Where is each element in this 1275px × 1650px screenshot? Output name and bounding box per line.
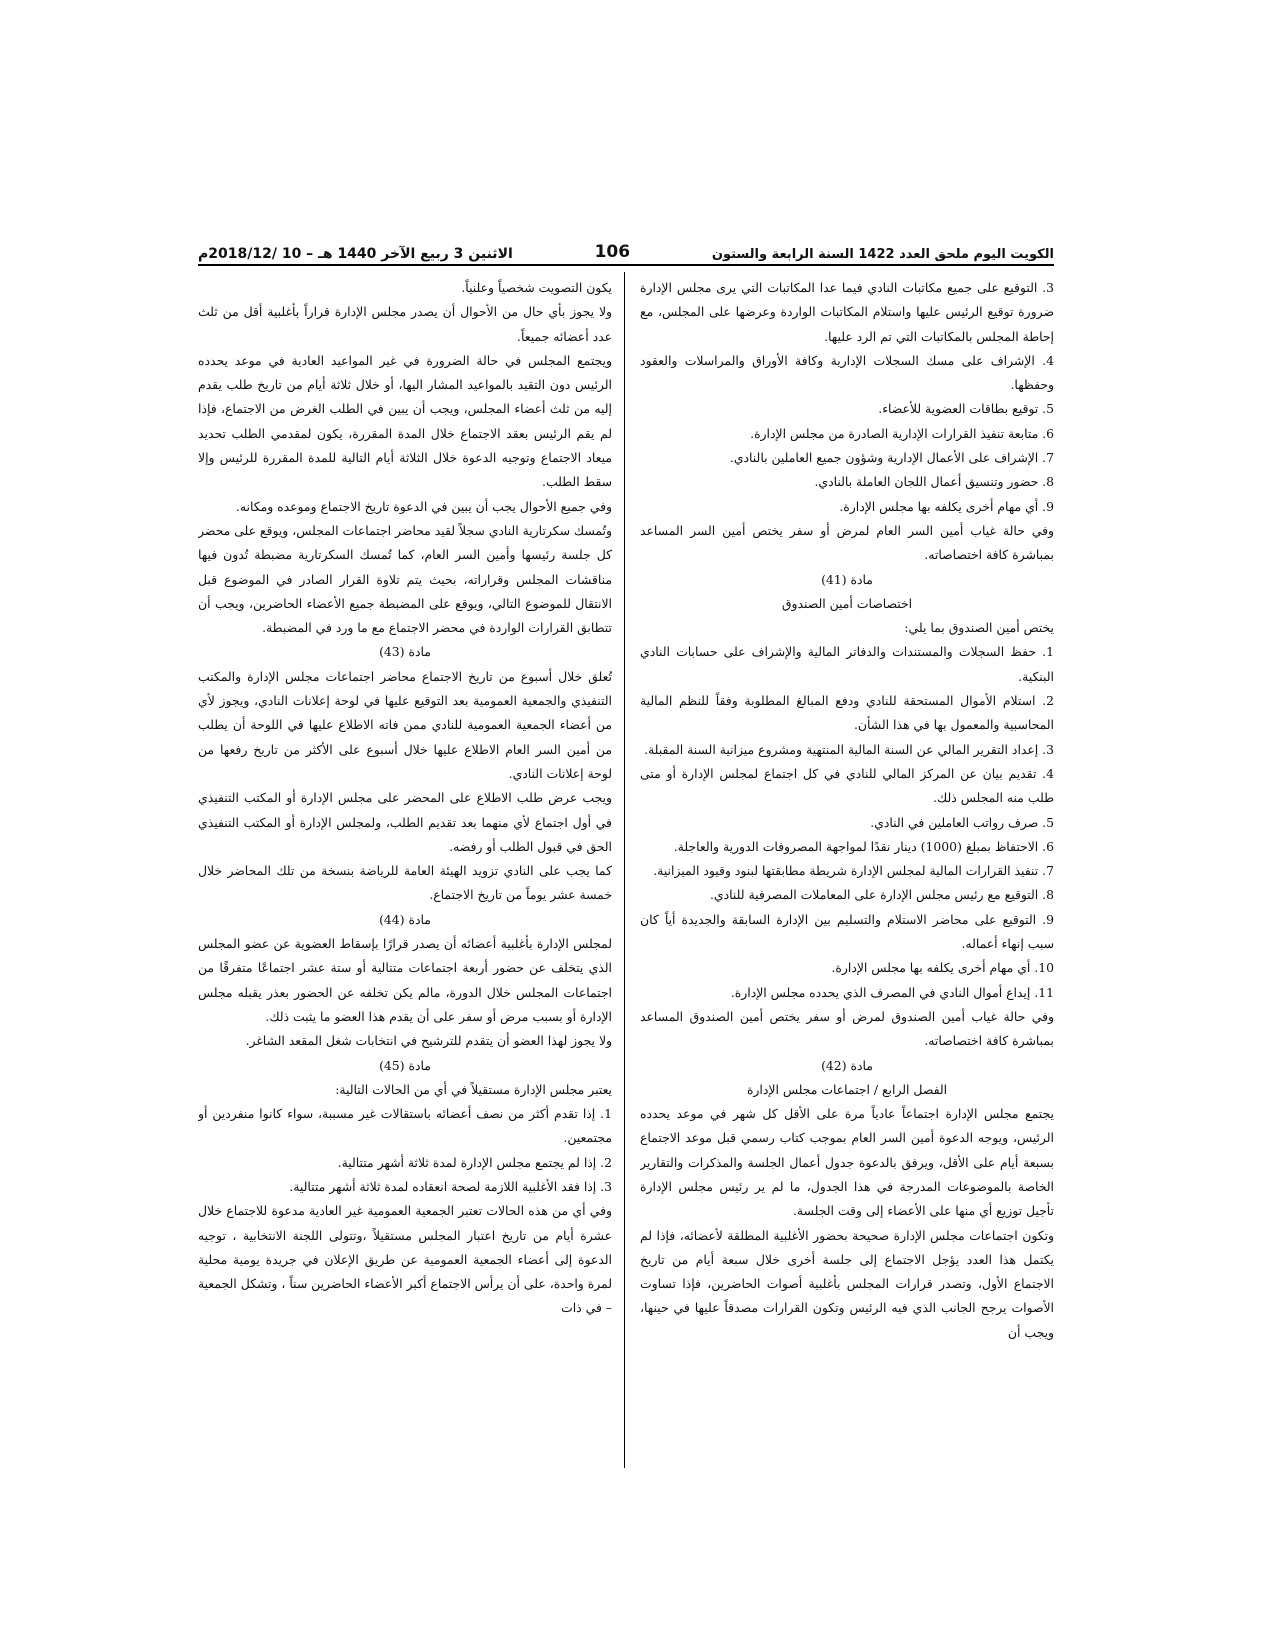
paragraph: وتُمسك سكرتارية النادي سجلاً لقيد محاضر اجتماعات المجلس، ويوقع على محضر كل جلسة رئيسها وأمين السر العام، كما تُمسك السكرتارية مضبطة تُدون فيها مناقشات المجلس وقراراته، بحيث يتم تلاوة القرار الصادر في الموضوع قبل الانتقال للموضوع التالي، ويوقع على المضبطة جميع الأعضاء الحاضرين، ويجب أن تتطابق القرارات الواردة في محضر الاجتماع مع ما ورد في المضبطة.	[198, 522, 612, 636]
column-divider	[624, 272, 625, 1468]
paragraph: كما يجب على النادي تزويد الهيئة العامة للرياضة بنسخة من تلك المحاضر خلال خمسة عشر يوماً من تاريخ الاجتماع.	[198, 863, 612, 903]
paragraph: يعتبر مجلس الإدارة مستقيلاً في أي من الحالات التالية:	[335, 1081, 612, 1097]
paragraph: 8. حضور وتنسيق أعمال اللجان العاملة بالنادي.	[814, 474, 1054, 490]
article-heading: الفصل الرابع / اجتماعات مجلس الإدارة	[746, 1081, 948, 1097]
paragraph: وفي حالة غياب أمين السر العام لمرض أو سفر يختص أمين السر المساعد بمباشرة كافة اختصاصاته.	[640, 522, 1054, 563]
paragraph: ولا يجوز بأي حال من الأحوال أن يصدر مجلس الإدارة قراراً بأغلبية أقل من ثلث عدد أعضائه جميعاً.	[198, 304, 612, 344]
article-heading: مادة (42)	[821, 1057, 873, 1073]
paragraph: 7. الإشراف على الأعمال الإدارية وشؤون جميع العاملين بالنادي.	[729, 450, 1054, 466]
paragraph: 9. التوقيع على محاضر الاستلام والتسليم بين الإدارة السابقة والجديدة أياً كان سبب إنهاء أعماله.	[640, 911, 1054, 952]
paragraph: 5. صرف رواتب العاملين في النادي.	[870, 814, 1054, 830]
issue-date: الاثنين 3 ربيع الآخر 1440 هـ – 10 /2018/12م	[198, 246, 513, 262]
article-heading: اختصاصات أمين الصندوق	[781, 595, 913, 611]
paragraph: 11. إيداع أموال النادي في المصرف الذي يحدده مجلس الإدارة.	[730, 984, 1054, 1000]
paragraph: 1. إذا تقدم أكثر من نصف أعضائه باستقالات غير مسببة، سواء كانوا منفردين أو مجتمعين.	[198, 1106, 612, 1146]
paragraph: وفي حالة غياب أمين الصندوق لمرض أو سفر يختص أمين الصندوق المساعد بمباشرة كافة اختصاصاته.	[640, 1008, 1054, 1049]
paragraph: ويجب عرض طلب الاطلاع على المحضر على مجلس الإدارة أو المكتب التنفيذي في أول اجتماع لأي منهما بعد تقديم الطلب، ولمجلس الإدارة أو المكتب التنفيذي الحق في قبول الطلب أو رفضه.	[198, 790, 612, 854]
page-number: 106	[594, 242, 631, 262]
paragraph: 3. التوقيع على جميع مكاتبات النادي فيما عدا المكاتبات التي يرى مجلس الإدارة ضرورة توقيع الرئيس عليها واستلام المكاتبات الواردة وعرضها على المجلس، مع إحاطة المجلس بالمكاتبات التي تم الرد عليها.	[640, 280, 1054, 344]
left-column	[198, 276, 612, 1466]
paragraph: 6. الاحتفاظ بمبلغ (1000) دينار نقدًا لمواجهة المصروفات الدورية والعاجلة.	[673, 838, 1054, 854]
paragraph: 1. حفظ السجلات والمستندات والدفاتر المالية والإشراف على حسابات النادي البنكية.	[640, 644, 1054, 684]
right-column	[640, 276, 1054, 1466]
article-heading: مادة (43)	[379, 644, 431, 660]
paragraph: 6. متابعة تنفيذ القرارات الإدارية الصادرة من مجلس الإدارة.	[750, 425, 1054, 441]
article-heading: مادة (45)	[379, 1057, 431, 1073]
header-rule	[198, 264, 1054, 266]
paragraph: تُعلق خلال أسبوع من تاريخ الاجتماع محاضر اجتماعات مجلس الإدارة والمكتب التنفيذي والجمعية العمومية بعد التوقيع عليها في لوحة إعلانات النادي، ويجوز لأي من أعضاء الجمعية العمومية للنادي ممن فاته الاطلاع عليها في اللوحة أن يطلب من أمين السر العام الاطلاع عليها خلال أسبوع على الأكثر من تاريخ رفعها من لوحة إعلانات النادي.	[198, 668, 612, 781]
paragraph: يختص أمين الصندوق بما يلي:	[904, 620, 1054, 636]
paragraph: 9. أي مهام أخرى يكلفه بها مجلس الإدارة.	[839, 498, 1054, 514]
publication-title: الكويت اليوم ملحق العدد 1422 السنة الرابعة والستون	[711, 247, 1054, 262]
paragraph: 4. تقديم بيان عن المركز المالي للنادي في كل اجتماع لمجلس الإدارة أو متى طلب منه المجلس ذلك.	[640, 765, 1054, 806]
paragraph: 3. إعداد التقرير المالي عن السنة المالية المنتهية ومشروع ميزانية السنة المقبلة.	[644, 741, 1054, 757]
paragraph: 2. إذا لم يجتمع مجلس الإدارة لمدة ثلاثة أشهر متتالية.	[337, 1154, 612, 1170]
paragraph: وتكون اجتماعات مجلس الإدارة صحيحة بحضور الأغلبية المطلقة لأعضائه، فإذا لم يكتمل هذا العدد يؤجل الاجتماع إلى جلسة أخرى خلال سبعة أيام من تاريخ الاجتماع الأول، وتصدر قرارات المجلس بأغلبية أصوات الحاضرين، فإذا تساوت الأصوات يرجح الجانب الذي فيه الرئيس وتكون القرارات مصدقاً عليها في حينها، ويجب أن	[640, 1227, 1054, 1340]
paragraph: 8. التوقيع مع رئيس مجلس الإدارة على المعاملات المصرفية للنادي.	[709, 887, 1054, 903]
page-header	[198, 232, 1054, 262]
paragraph: وفي جميع الأحوال يجب أن يبين في الدعوة تاريخ الاجتماع وموعده ومكانه.	[235, 498, 612, 514]
paragraph: ويجتمع المجلس في حالة الضرورة في غير المواعيد العادية في موعد يحدده الرئيس دون التقيد بالمواعيد المشار اليها، أو خلال ثلاثة أيام من تاريخ طلب يقدم إليه من ثلث أعضاء المجلس، ويجب أن يبين في الطلب الغرض من الاجتماع، فإذا لم يقم الرئيس بعقد الاجتماع خلال المدة المقررة، يكون لمقدمي الطلب تحديد ميعاد الاجتماع وتوجيه الدعوة خلال الثلاثة أيام التالية للمدة المقررة للرئيس وإلا سقط الطلب.	[198, 352, 612, 490]
paragraph: 4. الإشراف على مسك السجلات الإدارية وكافة الأوراق والمراسلات والعقود وحفظها.	[640, 352, 1054, 393]
paragraph: يجتمع مجلس الإدارة اجتماعاً عادياً مرة على الأقل كل شهر في موعد يحدده الرئيس، ويوجه الدعوة أمين السر العام بموجب كتاب رسمي قبل موعد الاجتماع بسبعة أيام على الأقل، ويرفق بالدعوة جدول أعمال الجلسة والمذكرات والتقارير الخاصة بالموضوعات المدرجة في هذا الجدول، ما لم ير رئيس مجلس الإدارة تأجيل توزيع أي منها على الأعضاء إلى وقت الجلسة.	[640, 1106, 1054, 1219]
paragraph: يكون التصويت شخصياً وعلنياً.	[461, 280, 612, 295]
paragraph: 3. إذا فقد الأغلبية اللازمة لصحة انعقاده لمدة ثلاثة أشهر متتالية.	[289, 1178, 612, 1194]
paragraph: وفي أي من هذه الحالات تعتبر الجمعية العمومية غير العادية مدعوة للاجتماع خلال عشرة أيام من تاريخ اعتبار المجلس مستقيلاً ،وتتولى اللجنة الانتخابية ، توجيه الدعوة إلى أعضاء الجمعية العمومية عن طريق الإعلان في جريدة يومية محلية لمرة واحدة، على أن يرأس الاجتماع أكبر الأعضاء الحاضرين سناً ، وتشكل الجمعية – في ذات	[198, 1203, 612, 1316]
paragraph: 7. تنفيذ القرارات المالية لمجلس الإدارة شريطة مطابقتها لبنود وقيود الميزانية.	[653, 863, 1054, 879]
paragraph: 5. توقيع بطاقات العضوية للأعضاء.	[878, 401, 1054, 417]
article-heading: مادة (44)	[379, 911, 431, 927]
article-heading: مادة (41)	[821, 571, 873, 587]
paragraph: ولا يجوز لهذا العضو أن يتقدم للترشيح في انتخابات شغل المقعد الشاغر.	[245, 1033, 612, 1049]
paragraph: 10. أي مهام أخرى يكلفه بها مجلس الإدارة.	[831, 960, 1054, 976]
paragraph: لمجلس الإدارة بأغلبية أعضائه أن يصدر قرارًا بإسقاط العضوية عن عضو المجلس الذي يتخلف عن حضور أربعة اجتماعات متتالية أو ستة عشر اجتماعًا متفرقًا من اجتماعات المجلس خلال الدورة، مالم يكن تخلفه عن الحضور بعذر يقبله مجلس الإدارة أو بسبب مرض أو سفر على أن يقدم هذا العضو ما يثبت ذلك.	[198, 936, 612, 1024]
paragraph: 2. استلام الأموال المستحقة للنادي ودفع المبالغ المطلوبة وفقاً للنظم المالية المحاسبية والمعمول بها في هذا الشأن.	[640, 693, 1054, 733]
